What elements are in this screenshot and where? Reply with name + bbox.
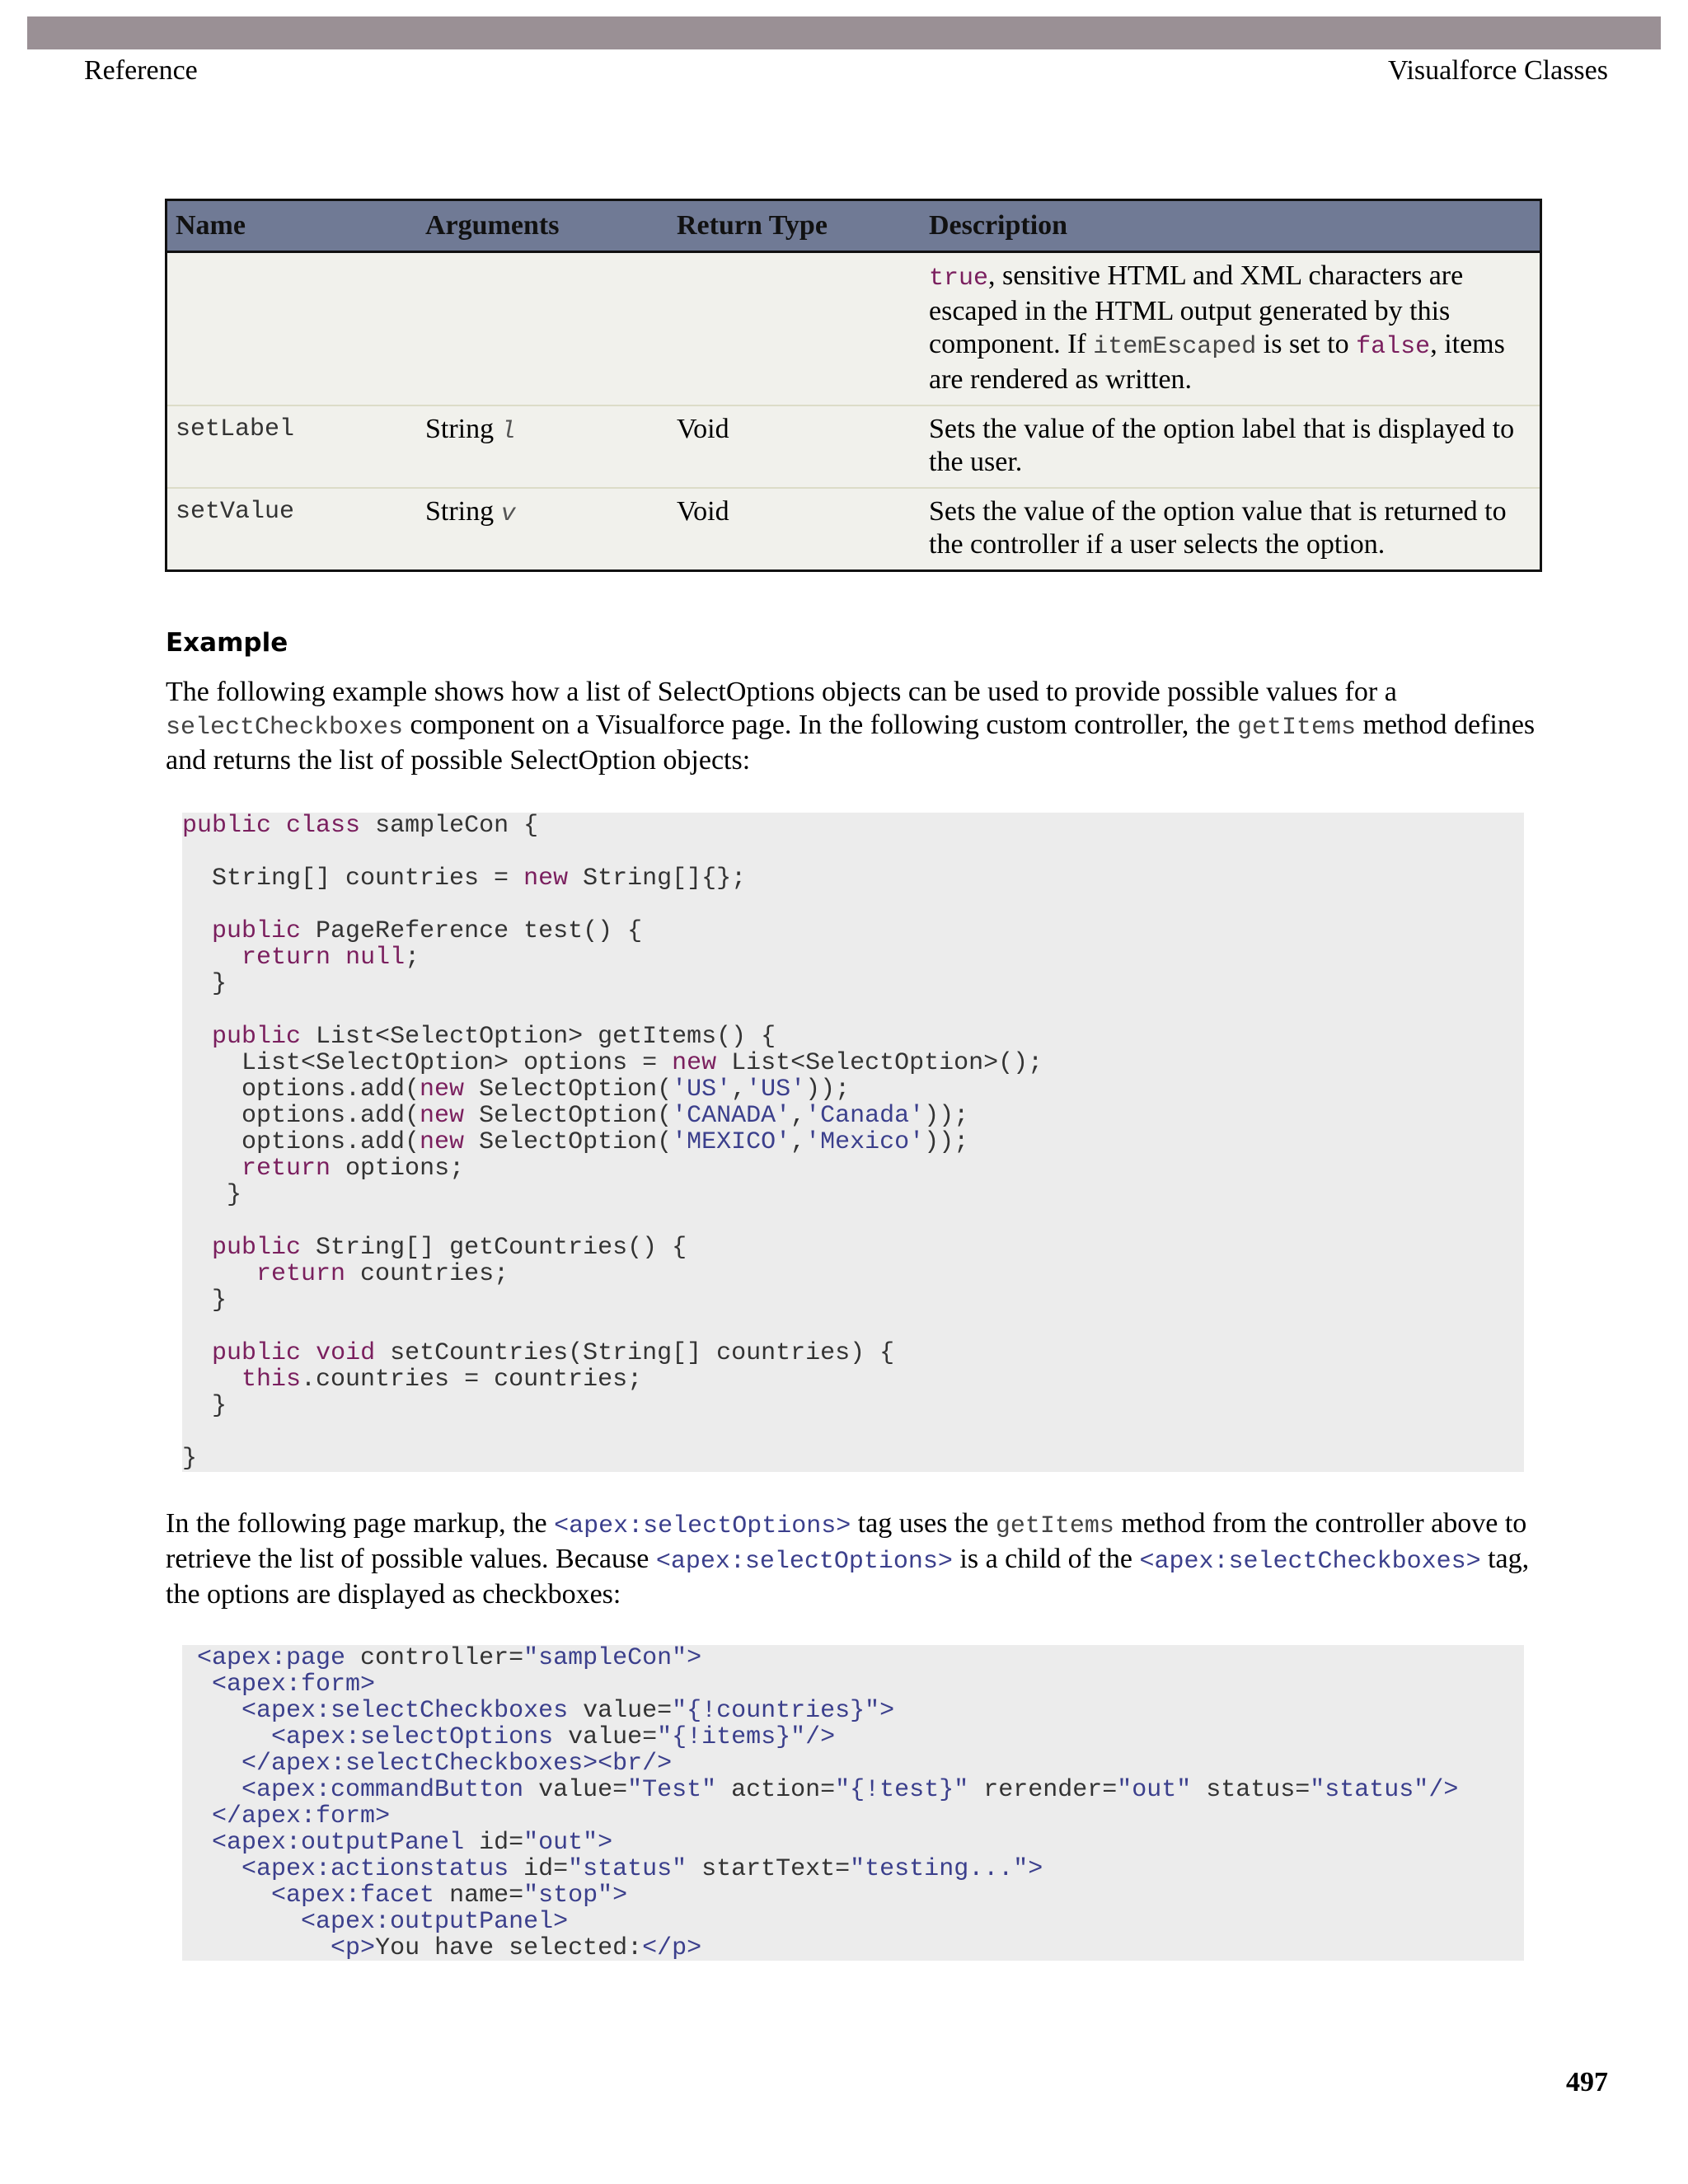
- code-block-markup: [182, 1645, 1524, 1961]
- method-description: Sets the value of the option value that is returned to the controller if a user selects the option.: [921, 488, 1541, 571]
- paragraph-text: In the following page markup, the: [166, 1508, 555, 1539]
- inline-code: selectCheckboxes: [166, 714, 404, 742]
- running-header-left: Reference: [84, 55, 198, 86]
- paragraph-text: method defines and returns the list of possible SelectOption objects:: [166, 710, 1536, 776]
- description-text: , items are rendered as written.: [929, 329, 1505, 395]
- method-name: setLabel: [166, 405, 418, 488]
- code-line: public List<SelectOption> getItems() {: [212, 1023, 776, 1051]
- paragraph-text: tag uses the: [851, 1508, 996, 1539]
- code-line: <apex:selectOptions value="{!items}"/>: [271, 1723, 836, 1751]
- code-line: this.countries = countries;: [241, 1366, 643, 1394]
- code-line: }: [182, 1445, 198, 1472]
- header-bar: [27, 16, 1661, 49]
- code-line: <apex:facet name="stop">: [271, 1882, 628, 1910]
- paragraph-text: method from the controller above to retrieve the list of possible values. Because: [166, 1508, 1527, 1574]
- method-name: setValue: [166, 488, 418, 571]
- table-row: [166, 488, 1541, 571]
- method-return-type: Void: [668, 405, 921, 488]
- code-line: </apex:selectCheckboxes><br/>: [241, 1750, 673, 1778]
- method-arguments: [417, 488, 668, 571]
- page-number: 497: [1566, 2067, 1608, 2097]
- code-line: String[] countries = new String[]{};: [182, 865, 747, 893]
- method-arguments: [417, 405, 668, 488]
- code-line: </apex:form>: [212, 1802, 391, 1830]
- code-line: <apex:commandButton value="Test" action="{!test}" rerender="out" status="status"/>: [241, 1776, 1459, 1804]
- paragraph-text: is a child of the: [952, 1544, 1140, 1574]
- inline-code: getItems: [1236, 714, 1356, 742]
- code-line: <apex:outputPanel id="out">: [212, 1829, 613, 1857]
- inline-code: <apex:selectCheckboxes>: [1139, 1548, 1481, 1576]
- code-line: options.add(new SelectOption('MEXICO','Mexico'));: [182, 1128, 969, 1156]
- table-row: [166, 405, 1541, 488]
- table-row-continued: [166, 252, 1541, 406]
- code-line: <apex:selectCheckboxes value="{!countries}">: [241, 1697, 895, 1725]
- inline-code: getItems: [995, 1512, 1114, 1540]
- code-line: }: [182, 970, 227, 998]
- code-line: public String[] getCountries() {: [212, 1234, 687, 1262]
- code-line: return options;: [241, 1155, 465, 1183]
- code-line: public PageReference test() {: [212, 917, 643, 945]
- section-heading-example: Example: [166, 628, 288, 658]
- code-line: options.add(new SelectOption('CANADA','Canada'));: [182, 1102, 969, 1130]
- code-false: false: [1356, 333, 1431, 361]
- paragraph-text: component on a Visualforce page. In the following custom controller, the: [403, 710, 1237, 740]
- code-line: }: [182, 1181, 242, 1209]
- argument-type: String: [425, 414, 495, 444]
- code-line: [182, 892, 1524, 918]
- code-line: return countries;: [256, 1260, 509, 1288]
- column-header-name: Name: [166, 200, 418, 252]
- code-itemescaped: itemEscaped: [1093, 333, 1257, 361]
- table-cell-empty: [668, 252, 921, 406]
- code-line: public class sampleCon {: [182, 813, 539, 840]
- code-line: [182, 1314, 1524, 1340]
- code-block-controller: [182, 813, 1524, 1472]
- code-line: <apex:actionstatus id="status" startText="testing...">: [241, 1855, 1043, 1883]
- code-line: }: [182, 1286, 227, 1315]
- running-header-right: Visualforce Classes: [1387, 55, 1608, 86]
- argument-name: v: [500, 500, 516, 528]
- column-header-arguments: Arguments: [417, 200, 668, 252]
- code-line: [182, 1419, 1524, 1446]
- table-cell-description: [921, 252, 1541, 406]
- code-line: }: [182, 1392, 227, 1420]
- example-paragraph-1: [166, 676, 1542, 777]
- code-line: [182, 997, 1524, 1024]
- argument-name: l: [500, 418, 516, 446]
- code-line: <apex:form>: [212, 1671, 376, 1699]
- code-line: public void setCountries(String[] countries) {: [212, 1339, 895, 1367]
- table-header-row: [166, 200, 1541, 252]
- code-line: <apex:outputPanel>: [301, 1908, 569, 1936]
- column-header-description: Description: [921, 200, 1541, 252]
- example-paragraph-2: [166, 1507, 1542, 1611]
- code-line: [182, 1208, 1524, 1235]
- table-cell-empty: [417, 252, 668, 406]
- inline-code: <apex:selectOptions>: [554, 1512, 851, 1540]
- code-line: List<SelectOption> options = new List<SelectOption>();: [182, 1049, 1043, 1077]
- description-text: , sensitive HTML and XML characters are escaped in the HTML output generated by this component. If: [929, 260, 1464, 359]
- method-description: Sets the value of the option label that is displayed to the user.: [921, 405, 1541, 488]
- code-line: <apex:page controller="sampleCon">: [197, 1645, 702, 1672]
- code-line: <p>You have selected:</p>: [331, 1934, 702, 1961]
- paragraph-text: tag, the options are displayed as checkboxes:: [166, 1544, 1530, 1610]
- inline-code: <apex:selectOptions>: [655, 1548, 953, 1576]
- paragraph-text: The following example shows how a list of SelectOptions objects can be used to provide possible values for a: [166, 677, 1397, 707]
- table-cell-empty: [166, 252, 418, 406]
- code-line: options.add(new SelectOption('US','US'));: [182, 1076, 851, 1104]
- code-true: true: [929, 265, 989, 293]
- code-line: return null;: [241, 944, 420, 972]
- methods-table: [165, 199, 1542, 572]
- argument-type: String: [425, 496, 495, 527]
- description-text: is set to: [1256, 329, 1357, 359]
- code-line: [182, 839, 1524, 865]
- method-return-type: Void: [668, 488, 921, 571]
- column-header-return-type: Return Type: [668, 200, 921, 252]
